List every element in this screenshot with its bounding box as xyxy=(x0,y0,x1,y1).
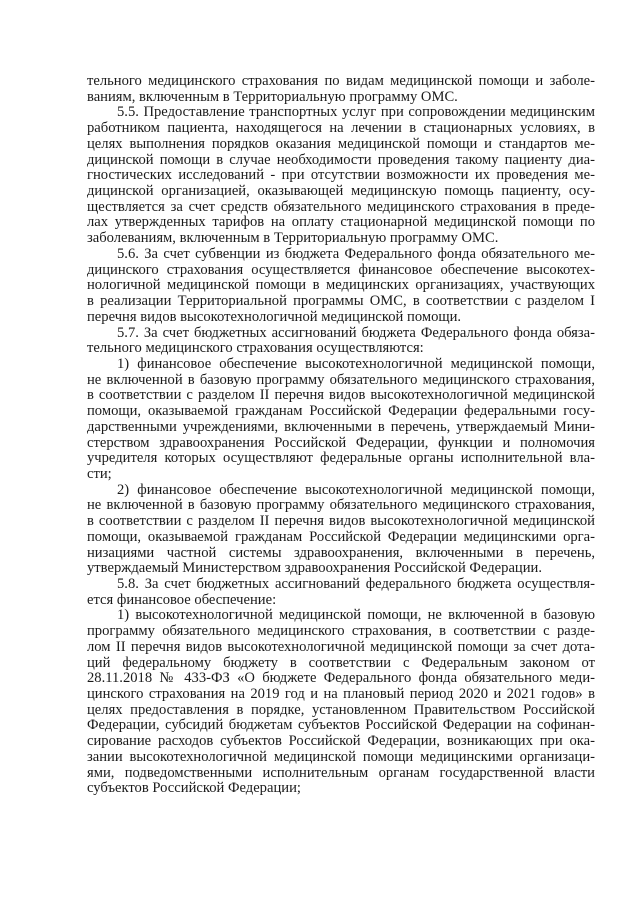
text-line: заболеваниям, включенным в Территориальную программу ОМС. xyxy=(87,231,499,247)
text-line: 1) финансовое обеспечение высокотехнологичной медицинской помощи, xyxy=(117,356,595,372)
text-line: низациями частной системы здравоохранения, включенными в перечень, xyxy=(87,545,595,561)
text-line: ется финансовое обеспечение: xyxy=(87,592,277,608)
text-line: лах утвержденных тарифов на оплату стационарной медицинской помощи по xyxy=(87,215,595,231)
text-line: учредителя которых осуществляют федеральные органы исполнительной вла- xyxy=(87,451,595,467)
text-line: тельного медицинского страхования по видам медицинской помощи и заболе- xyxy=(87,74,595,89)
text-line: гностических исследований - при отсутствии возможности их проведения ме- xyxy=(87,168,595,184)
text-line: 5.5. Предоставление транспортных услуг при сопровождении медицинским xyxy=(117,105,595,121)
text-line: дицинского страхования осуществляется финансовое обеспечение высокотех- xyxy=(87,262,595,278)
text-line: сти; xyxy=(87,466,112,482)
text-line: перечня видов высокотехнологичной медицинской помощи. xyxy=(87,309,462,325)
text-line: 28.11.2018 № 433-ФЗ «О бюджете Федерального фонда обязательного меди- xyxy=(87,671,595,687)
text-line: в соответствии с разделом II перечня видов высокотехнологичной медицинской xyxy=(87,388,595,404)
text-line: ями, подведомственными исполнительным органам государственной власти xyxy=(87,765,595,781)
text-line: работником пациента, находящегося на лечении в стационарных условиях, в xyxy=(87,121,595,137)
text-line: в соответствии с разделом II перечня видов высокотехнологичной медицинской xyxy=(87,514,595,530)
text-line: программу обязательного медицинского страхования, в соответствии с разде- xyxy=(87,624,595,640)
text-line: целях предоставления в порядке, установленном Правительством Российской xyxy=(87,702,595,718)
text-line: 1) высокотехнологичной медицинской помощи, не включенной в базовую xyxy=(117,608,595,624)
text-line: Федерации, субсидий бюджетам субъектов Российской Федерации на софинан- xyxy=(87,718,595,734)
text-line: тельного медицинского страхования осуществляются: xyxy=(87,341,424,357)
text-line: не включенной в базовую программу обязательного медицинского страхования, xyxy=(87,498,595,514)
text-line: нологичной медицинской помощи в медицинских организациях, участвующих xyxy=(87,278,595,294)
text-line: дицинской помощи в случае необходимости проведения такому пациенту диа- xyxy=(87,152,595,168)
text-line: 5.8. За счет бюджетных ассигнований федерального бюджета осуществля- xyxy=(117,577,595,592)
text-line: дицинской организацией, оказывающей медицинскую помощь пациенту, осу- xyxy=(87,184,595,200)
text-line: 2) финансовое обеспечение высокотехнологичной медицинской помощи, xyxy=(117,482,595,498)
text-line: ваниям, включенным в Территориальную программу ОМС. xyxy=(87,89,458,105)
text-line: ществляется за счет средств обязательного медицинского страхования в преде- xyxy=(87,199,595,215)
text-line: цинского страхования на 2019 год и на плановый период 2020 и 2021 годов» в xyxy=(87,687,595,703)
text-line: субъектов Российской Федерации; xyxy=(87,781,301,797)
text-line: целях выполнения порядков оказания медицинской помощи и стандартов ме- xyxy=(87,136,595,152)
text-line: лом II перечня видов высокотехнологичной медицинской помощи за счет дота- xyxy=(87,639,595,655)
text-line: помощи, оказываемой гражданам Российской Федерации федеральными госу- xyxy=(87,404,595,420)
text-line: 5.7. За счет бюджетных ассигнований бюджета Федерального фонда обяза- xyxy=(117,325,595,341)
text-line: сирование расходов субъектов Российской Федерации, возникающих при ока- xyxy=(87,734,595,750)
text-line: стерством здравоохранения Российской Федерации, функции и полномочия xyxy=(87,435,595,451)
text-line: в реализации Территориальной программы ОМС, в соответствии с разделом I xyxy=(87,294,595,310)
text-line: зании высокотехнологичной медицинской помощи медицинскими организаци- xyxy=(87,749,595,765)
text-line: дарственными учреждениями, включенными в перечень, утверждаемый Мини- xyxy=(87,419,595,435)
text-line: ций федеральному бюджету в соответствии с Федеральным законом от xyxy=(87,655,595,671)
document-text xyxy=(87,74,595,797)
text-line: помощи, оказываемой гражданам Российской Федерации медицинскими орга- xyxy=(87,529,595,545)
text-line: 5.6. За счет субвенции из бюджета Федерального фонда обязательного ме- xyxy=(117,246,595,262)
text-line: не включенной в базовую программу обязательного медицинского страхования, xyxy=(87,372,595,388)
text-line: утверждаемый Министерством здравоохранения Российской Федерации. xyxy=(87,561,542,577)
